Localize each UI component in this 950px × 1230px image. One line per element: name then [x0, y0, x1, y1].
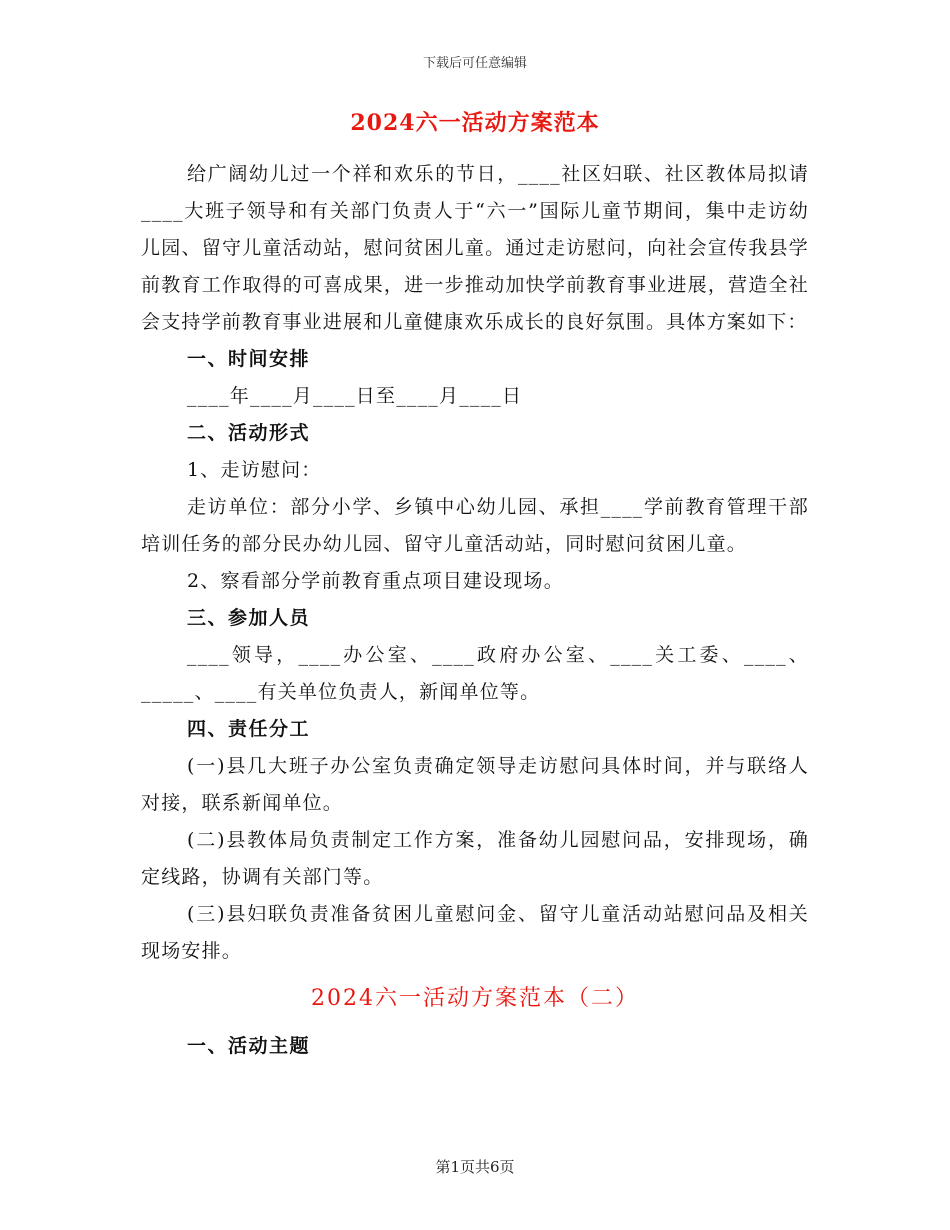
document-body — [141, 108, 809, 1065]
form-item-1: 1、走访慰问： — [187, 459, 322, 481]
duty-paragraph-2: (二)县教体局负责制定工作方案，准备幼儿园慰问品，安排现场，确定线路，协调有关部门等。 — [141, 829, 809, 888]
second-title: 2024六一活动方案范本（二） — [311, 986, 639, 1011]
page-footer: 第1页共6页 — [435, 1158, 515, 1176]
section-heading-time: 一、时间安排 — [187, 348, 311, 370]
duty-paragraph-1: (一)县几大班子办公室负责确定领导走访慰问具体时间，并与联络人对接，联系新闻单位。 — [141, 755, 809, 814]
form-item-2: 2、察看部分学前教育重点项目建设现场。 — [187, 570, 564, 592]
section-heading-participants: 三、参加人员 — [187, 607, 311, 629]
document-title: 2024六一活动方案范本 — [350, 110, 600, 136]
form-item-1-text: 走访单位：部分小学、乡镇中心幼儿园、承担____学前教育管理干部培训任务的部分民办幼儿园、留守儿童活动站，同时慰问贫困儿童。 — [141, 496, 809, 555]
page-header: 下载后可任意编辑 — [422, 56, 527, 71]
participants-text: ____领导，____办公室、____政府办公室、____关工委、____、_____、____有关单位负责人，新闻单位等。 — [141, 644, 809, 703]
duty-paragraph-3: (三)县妇联负责准备贫困儿童慰问金、留守儿童活动站慰问品及相关现场安排。 — [141, 903, 809, 962]
section-heading-duties: 四、责任分工 — [187, 718, 311, 740]
time-text: ____年____月____日至____月____日 — [187, 385, 523, 407]
section-heading-form: 二、活动形式 — [187, 422, 311, 444]
section-heading-theme: 一、活动主题 — [187, 1035, 311, 1057]
intro-paragraph: 给广阔幼儿过一个祥和欢乐的节日，____社区妇联、社区教体局拟请____大班子领导和有关部门负责人于“六一”国际儿童节期间，集中走访幼儿园、留守儿童活动站，慰问贫困儿童。通过走访慰问，向社会宣传我县学前教育工作取得的可喜成果，进一步推动加快学前教育事业进展，营造全社会支持学前教育事业进展和儿童健康欢乐成长的良好氛围。具体方案如下： — [141, 163, 809, 333]
